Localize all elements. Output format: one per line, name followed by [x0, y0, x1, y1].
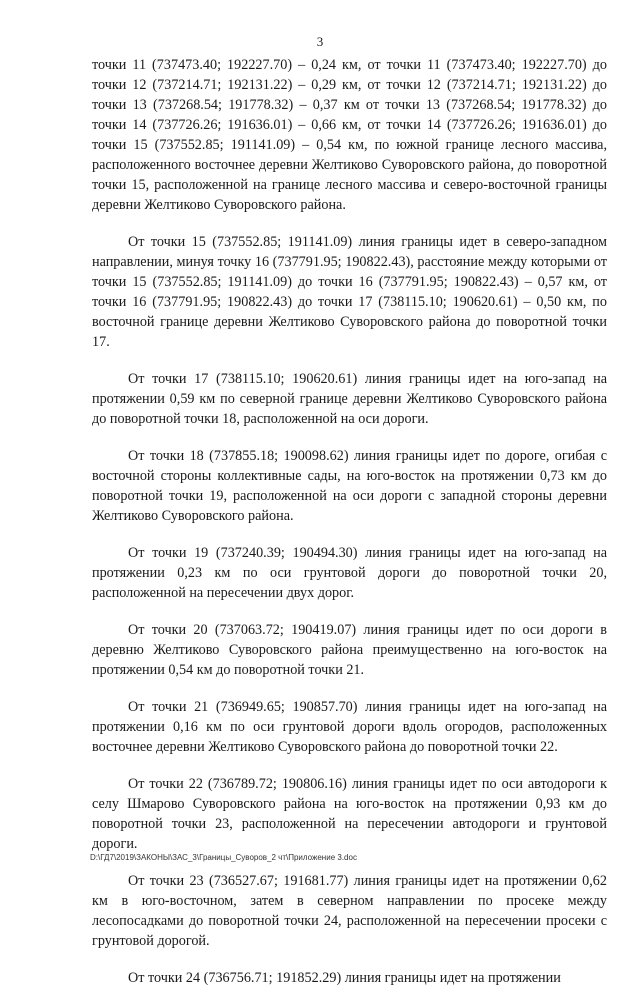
- paragraph: От точки 20 (737063.72; 190419.07) линия границы идет по оси дороги в деревню Желтиково Суворовского района преимущественно на юго-восток на протяжении 0,54 км до поворотной точки 21.: [92, 622, 607, 678]
- paragraph: От точки 23 (736527.67; 191681.77) линия границы идет на протяжении 0,62 км в юго-восточном, затем в северном направлении по просеке между лесопосадками до поворотной точки 24, расположенной на пересечении просеки с грунтовой дорогой.: [92, 873, 607, 949]
- document-body: [92, 55, 607, 1005]
- page-number: 3: [316, 34, 324, 49]
- paragraph: От точки 24 (736756.71; 191852.29) линия границы идет на протяжении: [128, 970, 561, 986]
- paragraph: От точки 21 (736949.65; 190857.70) линия границы идет на юго-запад на протяжении 0,16 км по оси грунтовой дороги вдоль огородов, расположенных восточнее деревни Желтиково Суворовского района до поворотной точки 22.: [92, 699, 607, 755]
- paragraph: От точки 22 (736789.72; 190806.16) линия границы идет по оси автодороги к селу Шмарово Суворовского района на юго-восток на протяжении 0,93 км до поворотной точки 23, расположенной на пересечении автодороги и грунтовой дороги.: [92, 776, 607, 852]
- file-path-footer: D:\ГД7\2019\ЗАКОНЫ\ЗАС_3\Границы_Суворов_2 чт\Приложение 3.doc: [90, 853, 357, 862]
- paragraph: От точки 15 (737552.85; 191141.09) линия границы идет в северо-западном направлении, минуя точку 16 (737791.95; 190822.43), расстояние между которыми от точки 15 (737552.85; 191141.09) до точки 16 (737791.95; 190822.43) – 0,57 км, от точки 16 (737791.95; 190822.43) до точки 17 (738115.10; 190620.61) – 0,50 км, по восточной границе деревни Желтиково Суворовского района до поворотной точки 17.: [92, 234, 607, 350]
- paragraph: От точки 19 (737240.39; 190494.30) линия границы идет на юго-запад на протяжении 0,23 км по оси грунтовой дороги до поворотной точки 20, расположенной на пересечении двух дорог.: [92, 545, 607, 601]
- paragraph: От точки 17 (738115.10; 190620.61) линия границы идет на юго-запад на протяжении 0,59 км по северной границе деревни Желтиково Суворовского района до поворотной точки 18, расположенной на оси дороги.: [92, 371, 607, 427]
- paragraph: точки 11 (737473.40; 192227.70) – 0,24 км, от точки 11 (737473.40; 192227.70) до точки 12 (737214.71; 192131.22) – 0,29 км, от точки 12 (737214.71; 192131.22) до точки 13 (737268.54; 191778.32) – 0,37 км от точки 13 (737268.54; 191778.32) до точки 14 (737726.26; 191636.01) – 0,66 км, от точки 14 (737726.26; 191636.01) до точки 15 (737552.85; 191141.09) – 0,54 км, по южной границе лесного массива, расположенного восточнее деревни Желтиково Суворовского района, до поворотной точки 15, расположенной на границе лесного массива и северо-восточной границы деревни Желтиково Суворовского района.: [92, 57, 607, 213]
- paragraph: От точки 18 (737855.18; 190098.62) линия границы идет по дороге, огибая с восточной стороны коллективные сады, на юго-восток на протяжении 0,73 км до поворотной точки 19, расположенной на оси дороги с западной стороны деревни Желтиково Суворовского района.: [92, 448, 607, 524]
